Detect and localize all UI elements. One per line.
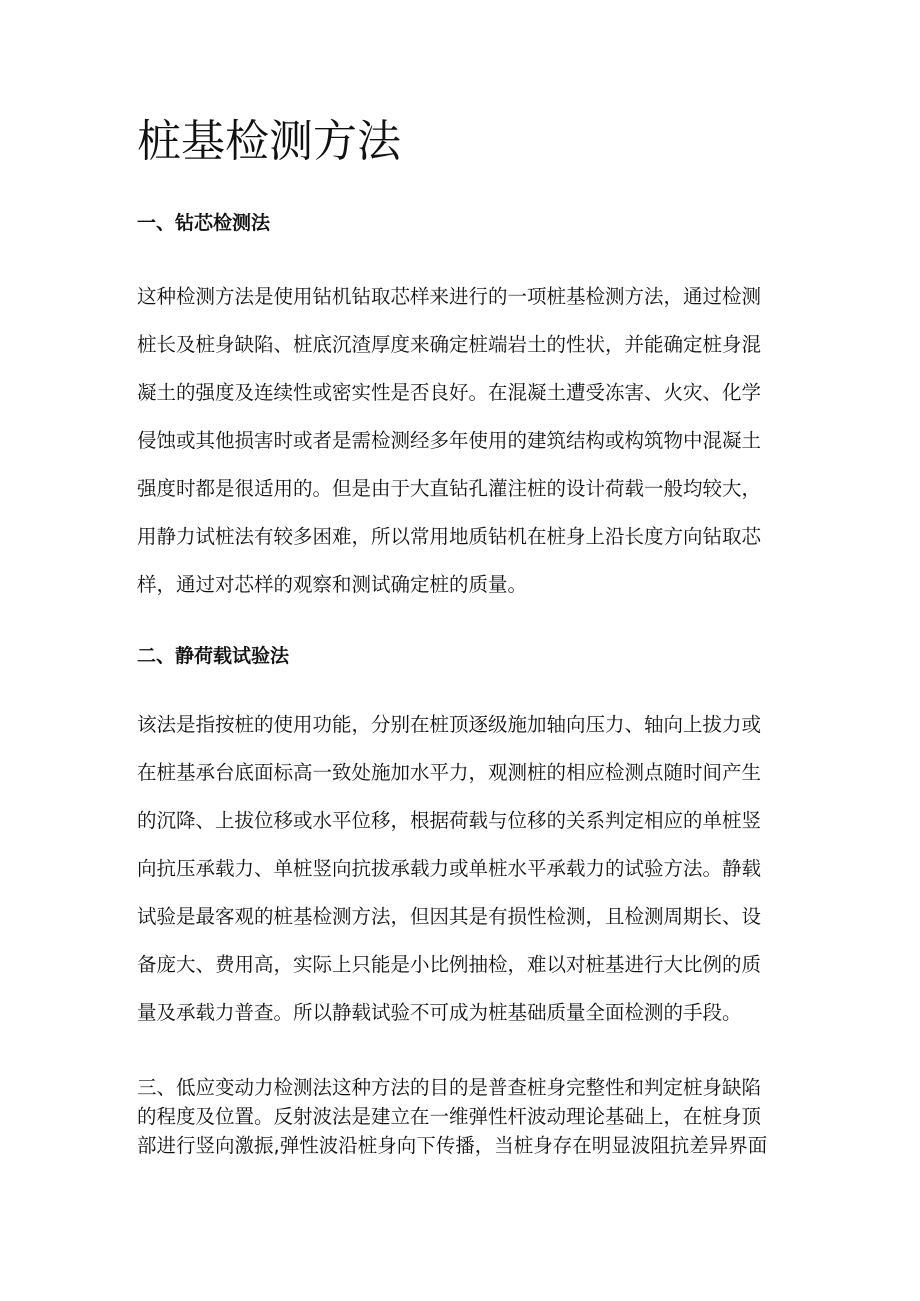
paragraph-line: 凝土的强度及连续性或密实性是否良好。在混凝土遭受冻害、火灾、化学 (137, 381, 762, 404)
paragraph-line: 样，通过对芯样的观察和测试确定桩的质量。 (137, 573, 528, 596)
paragraph-line: 用静力试桩法有较多困难，所以常用地质钻机在桩身上沿长度方向钻取芯 (137, 525, 762, 548)
section-heading-core-drilling: 一、钻芯检测法 (137, 212, 271, 234)
paragraph-line: 部进行竖向激振,弹性波沿桩身向下传播，当桩身存在明显波阻抗差异界面 (137, 1134, 768, 1157)
paragraph-line: 该法是指按桩的使用功能，分别在桩顶逐级施加轴向压力、轴向上拔力或 (137, 713, 762, 736)
paragraph-line: 桩长及桩身缺陷、桩底沉渣厚度来确定桩端岩土的性状，并能确定桩身混 (137, 333, 762, 356)
paragraph-line: 备庞大、费用高，实际上只能是小比例抽检，难以对桩基进行大比例的质 (137, 953, 762, 976)
paragraph-line: 量及承载力普查。所以静载试验不可成为桩基础质量全面检测的手段。 (137, 1001, 742, 1024)
paragraph-line: 在桩基承台底面标高一致处施加水平力，观测桩的相应检测点随时间产生 (137, 761, 762, 784)
paragraph-low-strain (137, 1073, 787, 1160)
paragraph-line: 侵蚀或其他损害时或者是需检测经多年使用的建筑结构或构筑物中混凝土 (137, 429, 762, 452)
paragraph-line: 强度时都是很适用的。但是由于大直钻孔灌注桩的设计荷载一般均较大， (137, 477, 762, 500)
paragraph-line: 这种检测方法是使用钻机钻取芯样来进行的一项桩基检测方法，通过检测 (137, 285, 762, 308)
section-heading-static-load: 二、静荷载试验法 (137, 645, 290, 667)
paragraph-line: 向抗压承载力、单桩竖向抗拔承载力或单桩水平承载力的试验方法。静载 (137, 857, 762, 880)
paragraph-line: 的程度及位置。反射波法是建立在一维弹性杆波动理论基础上，在桩身顶 (137, 1105, 762, 1128)
paragraph-line: 试验是最客观的桩基检测方法，但因其是有损性检测，且检测周期长、设 (137, 905, 762, 928)
paragraph-static-load (137, 701, 787, 1037)
document-title: 桩基检测方法 (137, 116, 401, 167)
paragraph-line: 三、低应变动力检测法这种方法的目的是普查桩身完整性和判定桩身缺陷 (137, 1076, 762, 1099)
paragraph-line: 的沉降、上拔位移或水平位移，根据荷载与位移的关系判定相应的单桩竖 (137, 809, 762, 832)
paragraph-core-drilling (137, 273, 787, 609)
